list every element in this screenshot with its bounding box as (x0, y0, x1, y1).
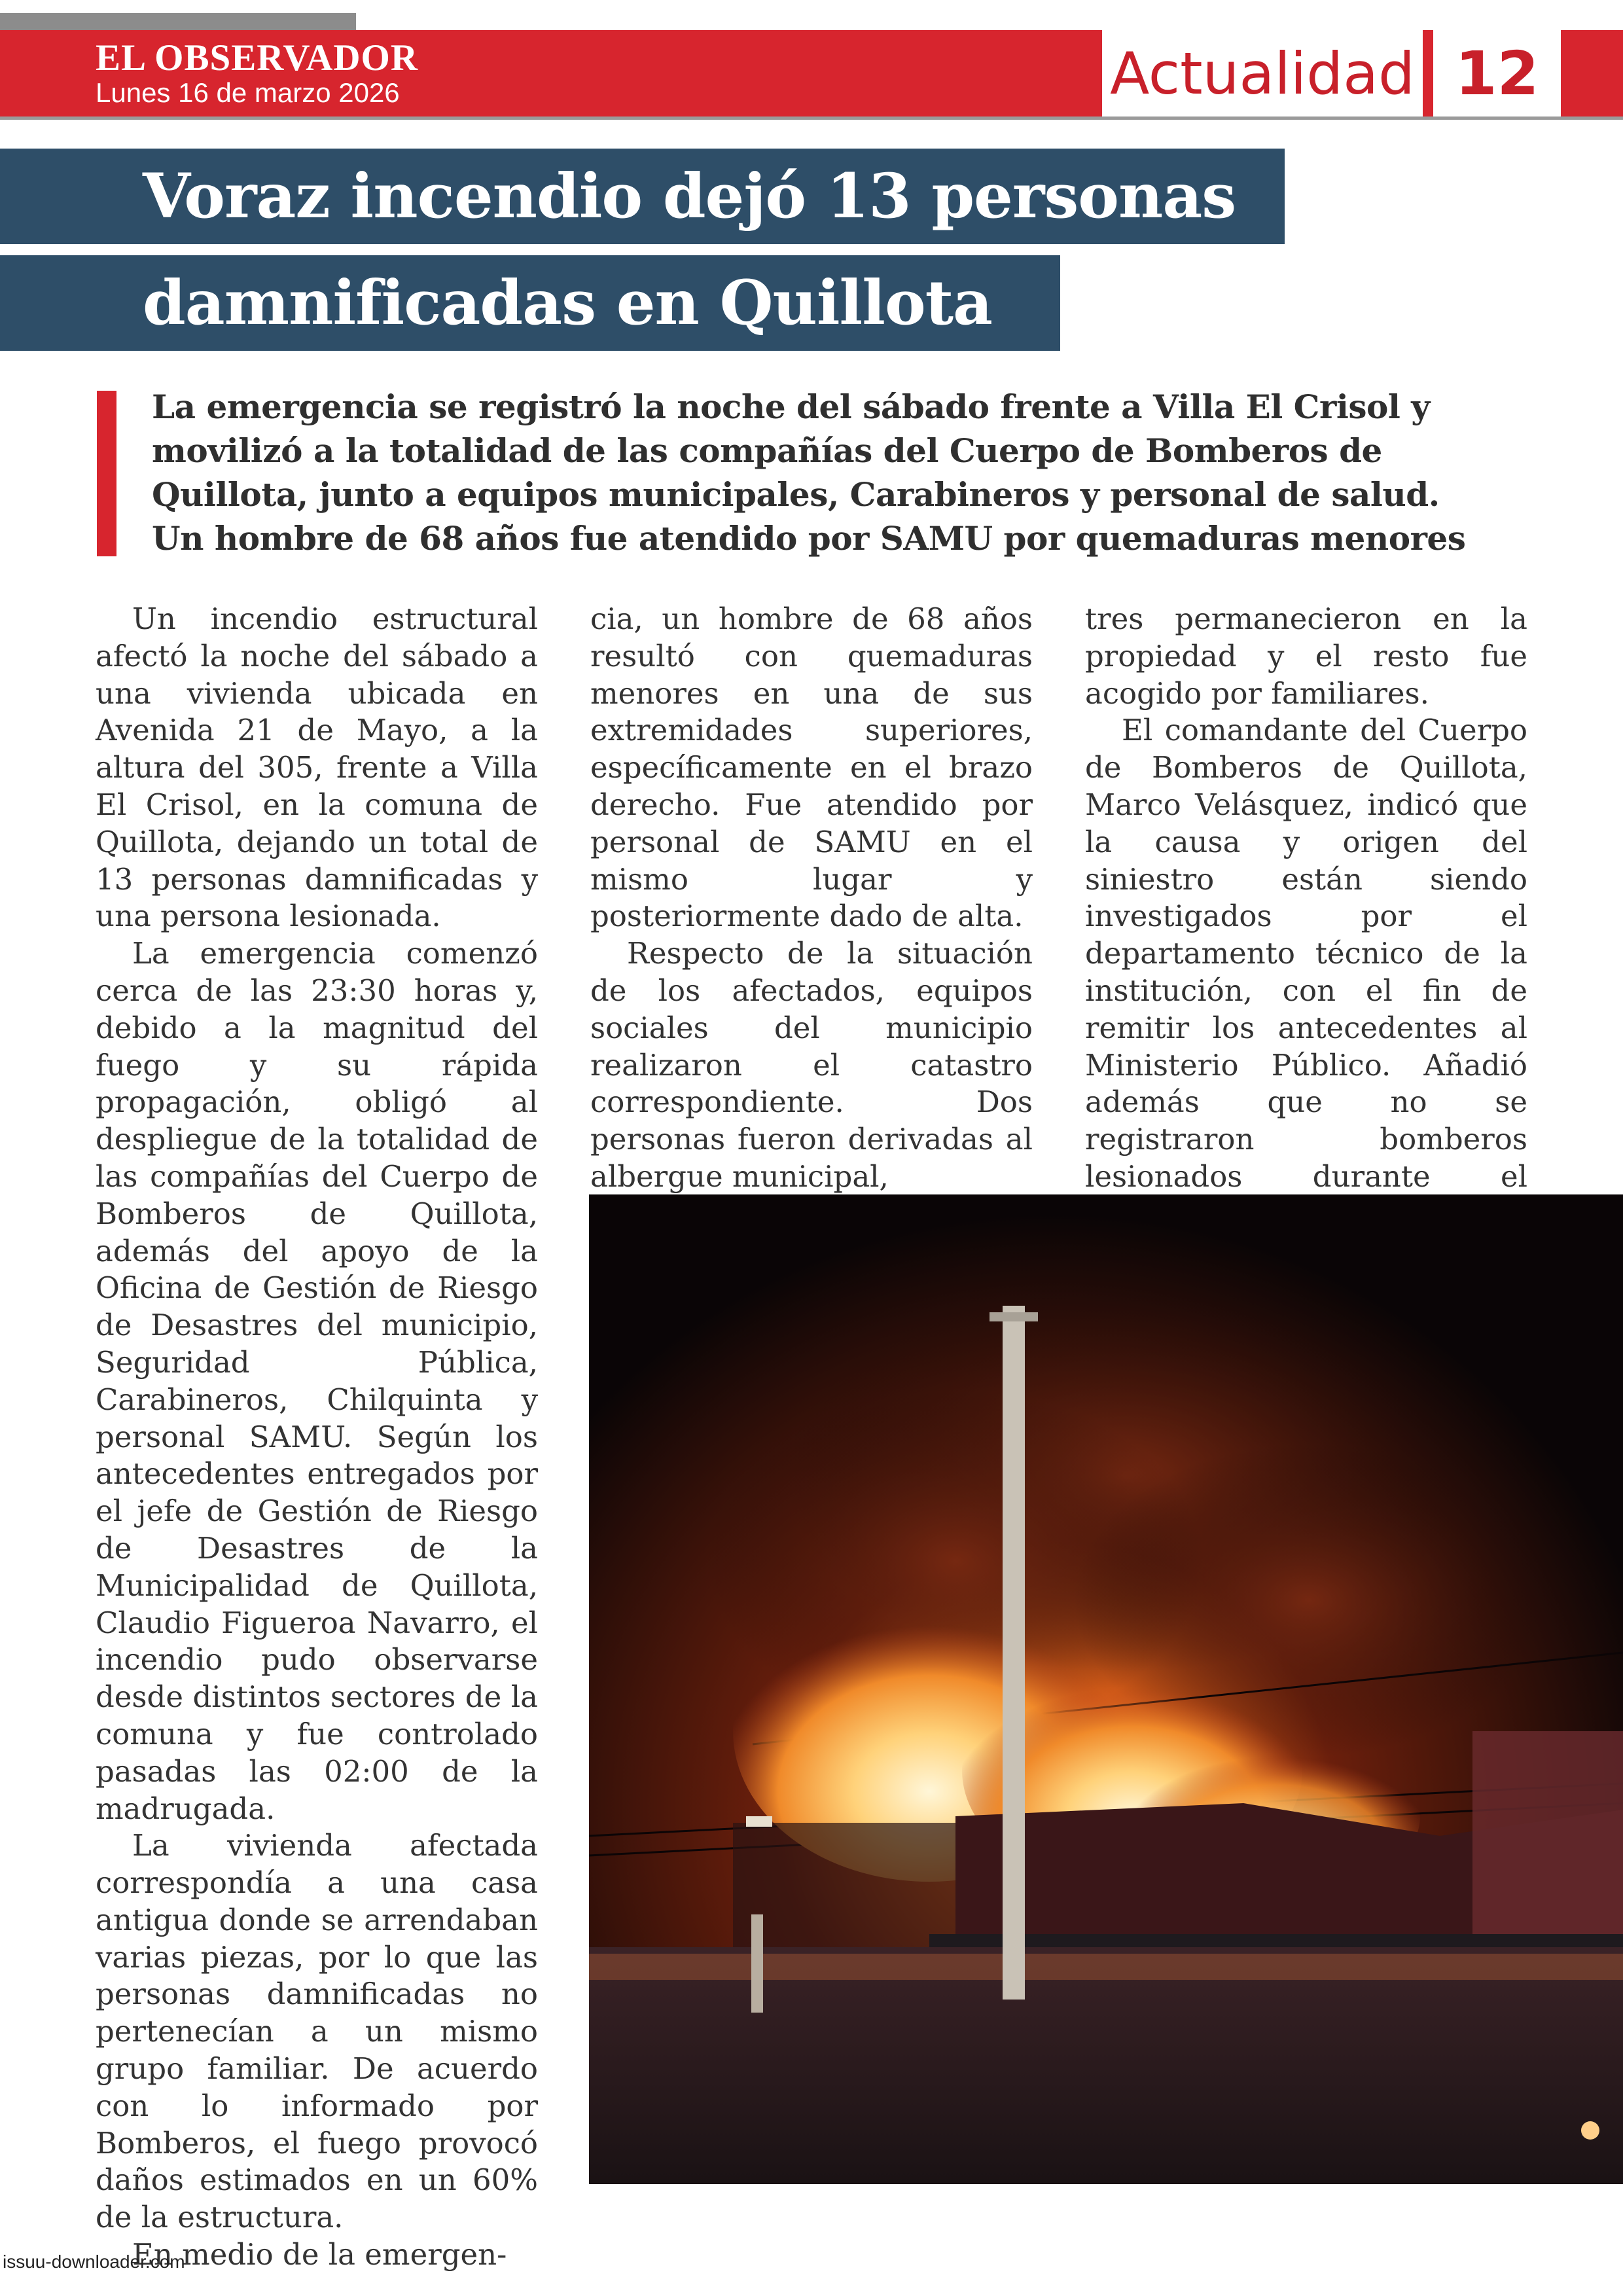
lead-accent-bar (97, 391, 116, 556)
headline-line-2: damnificadas en Quillota (143, 267, 992, 339)
paragraph: El comandante del Cuerpo de Bomberos de Quillota, Marco Velásquez, indicó que la causa y origen del siniestro están siendo investigados por el departamento técnico de la institución, con el fin de remitir los antecedentes al Ministerio Público. Añadió además que no se registraron bomberos lesionados durante el (1085, 713, 1527, 1194)
footer-source-url: issuu-downloader.com (3, 2251, 185, 2272)
paragraph: En medio de la emergen- (132, 2237, 507, 2272)
fire-photo (589, 1194, 1623, 2184)
fire-photo-illustration (589, 1194, 1623, 2184)
headline-bar-2 (0, 255, 1060, 351)
article-column-3 (1085, 601, 1527, 1233)
paragraph: Respecto de la situación de los afectados, equipos sociales del municipio realizaron el catastro correspondiente. Dos personas fueron derivadas al albergue municipal, (590, 936, 1033, 1194)
headline-line-1: Voraz incendio dejó 13 personas (143, 160, 1236, 232)
section-label: Actualidad (1102, 30, 1423, 117)
article-column-1 (96, 601, 538, 2274)
article-column-2 (590, 601, 1033, 1196)
paragraph: La emergencia comenzó cerca de las 23:30 horas y, debido a la magnitud del fuego y su rápida propagación, obligó al despliegue de la totalidad de las compañías del Cuerpo de Bomberos de Quillota, además del apoyo de la Oficina de Gestión de Riesgo de Desastres del municipio, Seguridad Pública, Carabineros, Chilquinta y personal SAMU. Según los antecedentes entregados por el jefe de Gestión de Riesgo de Desastres de la Municipalidad de Quillota, Claudio Figueroa Navarro, el incendio pudo observarse desde distintos sectores de la comuna y fue controlado pasadas las 02:00 de la madrugada. (96, 936, 538, 1826)
paragraph: cia, un hombre de 68 años resultó con quemaduras menores en una de sus extremidades superiores, específicamente en el brazo derecho. Fue atendido por personal de SAMU en el mismo lugar y posteriormente dado de alta. (590, 601, 1033, 934)
paragraph: La vivienda afectada correspondía a una casa antigua donde se arrendaban varias piezas, por lo que las personas damnificadas no pertenecían a un mismo grupo familiar. De acuerdo con lo informado por Bomberos, el fuego provocó daños estimados en un 60% de la estructura. (96, 1828, 538, 2235)
paragraph: tres permanecieron en la propiedad y el resto fue acogido por familiares. (1085, 601, 1527, 711)
article-lead: La emergencia se registró la noche del sábado frente a Villa El Crisol y movilizó a la totalidad de las compañías del Cuerpo de Bomberos de Quillota, junto a equipos municipales, Carabineros y personal de salud. Un hombre de 68 años fue atendido por SAMU por quemaduras menores (152, 387, 1466, 558)
page-header (0, 30, 1623, 120)
top-gray-strip (0, 13, 356, 30)
page-number: 12 (1433, 30, 1561, 117)
newspaper-name: EL OBSERVADOR (96, 37, 419, 79)
headline-bar-1 (0, 149, 1285, 244)
issue-date: Lunes 16 de marzo 2026 (96, 77, 400, 108)
paragraph: Un incendio estructural afectó la noche del sábado a una vivienda ubicada en Avenida 21 de Mayo, a la altura del 305, frente a Villa El Crisol, en la comuna de Quillota, dejando un total de 13 personas damnificadas y una persona lesionada. (96, 601, 538, 934)
